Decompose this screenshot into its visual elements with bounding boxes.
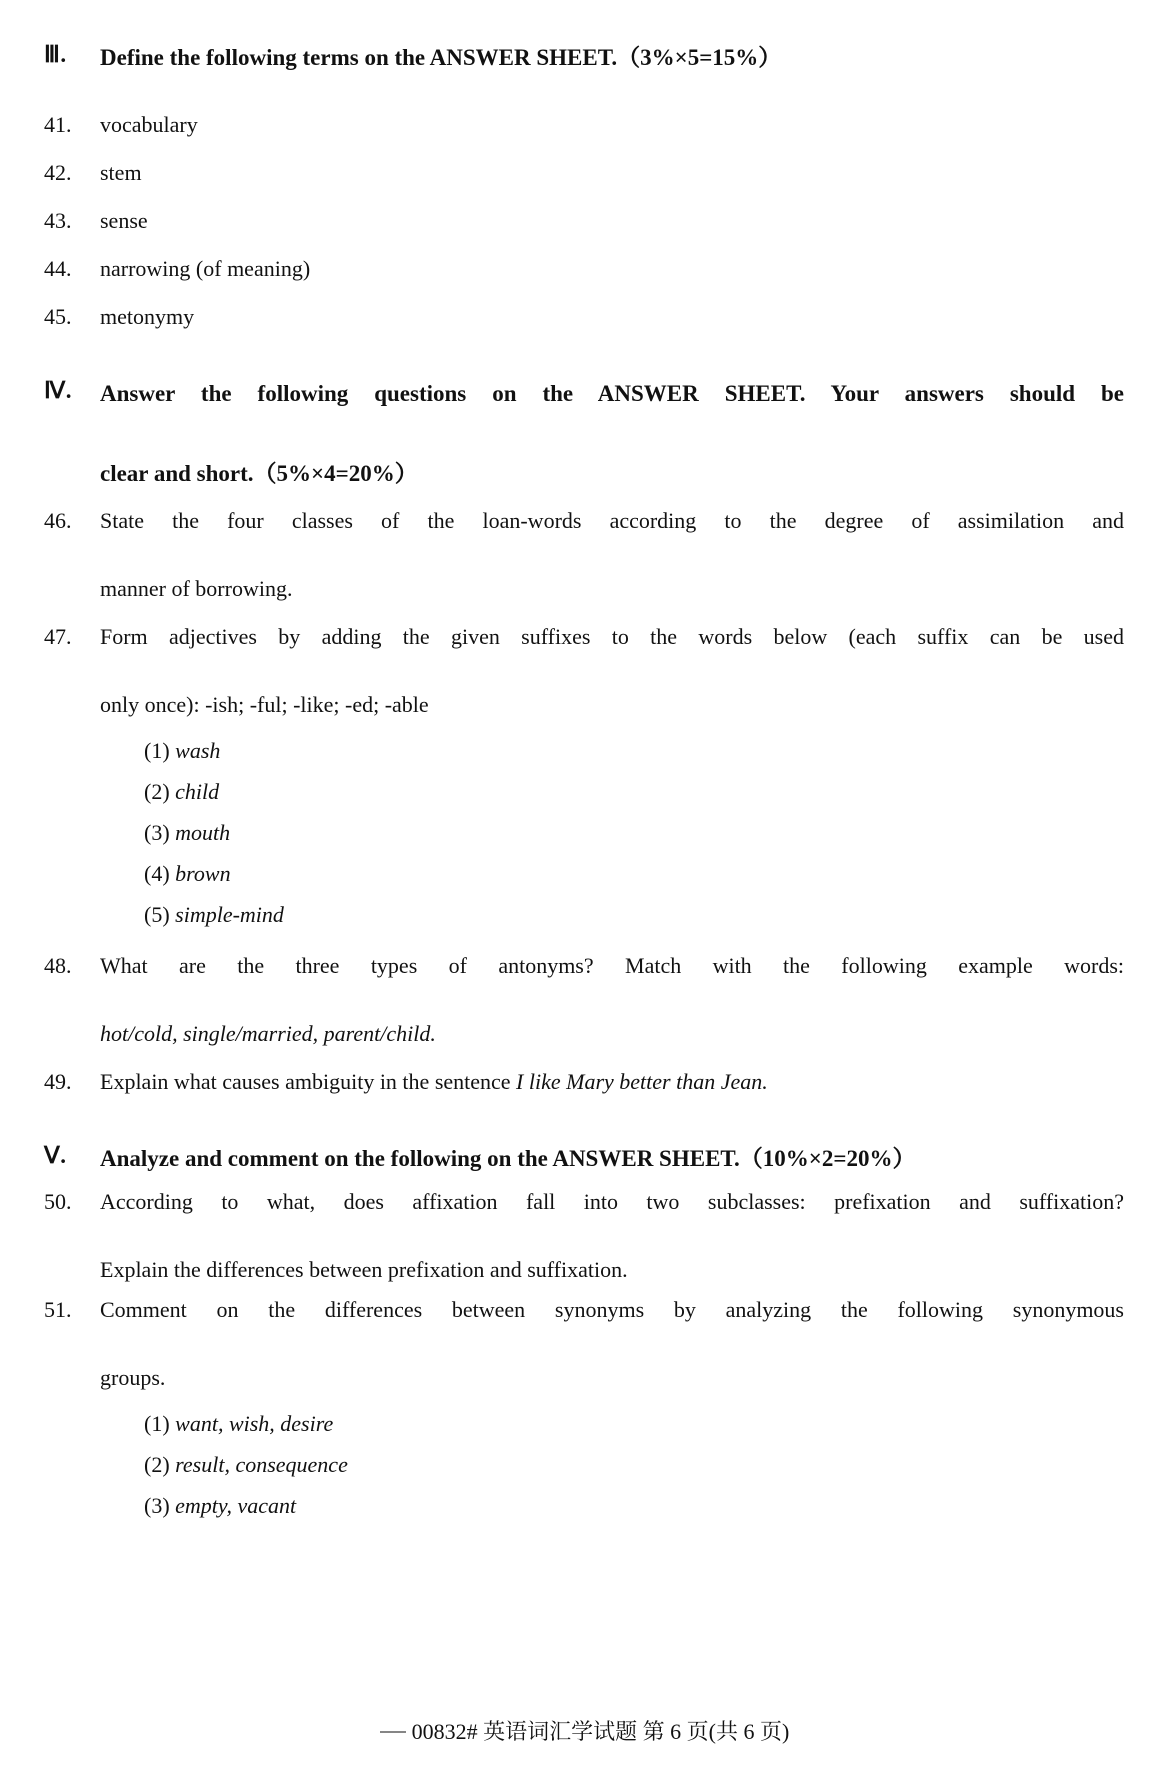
question-number: 45. (44, 304, 72, 329)
section-title-3: Define the following terms on the ANSWER SHEET.（3%×5=15%） (100, 45, 782, 70)
page-footer (0, 1715, 1169, 1746)
sub-list-label: (2) (144, 1452, 170, 1477)
question-number: 46. (44, 508, 72, 533)
question-line-1: Comment on the differences between synonyms by analyzing the following synonymous (100, 1297, 1124, 1322)
question-number: 50. (44, 1189, 72, 1214)
question-text (100, 949, 1124, 1051)
section-numeral-4: Ⅳ. (44, 378, 72, 403)
question-number: 48. (44, 953, 72, 978)
question-text-italic: I like Mary better than Jean. (516, 1069, 768, 1094)
question-number: 43. (44, 208, 72, 233)
question-text (100, 620, 1124, 935)
question-text: sense (100, 208, 148, 233)
question-item (44, 300, 1124, 334)
sub-list-item (144, 1403, 1124, 1444)
section-heading-4 (44, 374, 1124, 494)
question-line-2: only once): -ish; -ful; -like; -ed; -able (100, 692, 429, 717)
section-heading-3 (44, 38, 1124, 78)
question-item (44, 108, 1124, 142)
question-item (44, 620, 1124, 935)
question-item (44, 504, 1124, 606)
question-line-1: State the four classes of the loan-words according to the degree of assimilation and (100, 508, 1124, 533)
sub-list-word: brown (175, 861, 231, 886)
sub-list-item (144, 1444, 1124, 1485)
sub-list-label: (3) (144, 820, 170, 845)
sub-answer-list (144, 1403, 1124, 1526)
question-number: 51. (44, 1297, 72, 1322)
question-number: 49. (44, 1069, 72, 1094)
section-numeral-3: Ⅲ. (44, 42, 67, 67)
question-number: 47. (44, 624, 72, 649)
page-content (44, 38, 1124, 1526)
question-line-2: hot/cold, single/married, parent/child. (100, 1021, 436, 1046)
question-line-1: Form adjectives by adding the given suffixes to the words below (each suffix can be used (100, 624, 1124, 649)
sub-list-label: (2) (144, 779, 170, 804)
question-line-2: groups. (100, 1365, 166, 1390)
question-text: narrowing (of meaning) (100, 256, 311, 281)
section-heading-5 (44, 1139, 1124, 1179)
sub-list-label: (1) (144, 1411, 170, 1436)
sub-list-label: (4) (144, 861, 170, 886)
footer-text: 00832# 英语词汇学试题 第 6 页(共 6 页) (411, 1719, 790, 1744)
sub-list-word: simple-mind (175, 902, 284, 927)
sub-list-word: mouth (175, 820, 231, 845)
question-number: 41. (44, 112, 72, 137)
sub-list-item (144, 853, 1124, 894)
sub-list-item (144, 730, 1124, 771)
question-line-2: manner of borrowing. (100, 576, 293, 601)
sub-list-item (144, 771, 1124, 812)
question-item (44, 156, 1124, 190)
sub-list-item (144, 812, 1124, 853)
sub-list-word: want, wish, desire (175, 1411, 334, 1436)
question-text (100, 1293, 1124, 1526)
section-title-4-line1: Answer the following questions on the ANSWER SHEET. Your answers should be (100, 381, 1124, 406)
question-text: vocabulary (100, 112, 198, 137)
sub-list-word: child (175, 779, 220, 804)
section-title-5: Analyze and comment on the following on the ANSWER SHEET.（10%×2=20%） (100, 1146, 916, 1171)
question-number: 44. (44, 256, 72, 281)
question-line-1: According to what, does affixation fall into two subclasses: prefixation and suffixation? (100, 1189, 1124, 1214)
question-text: metonymy (100, 304, 195, 329)
section-title-4 (100, 374, 1124, 494)
sub-list-label: (1) (144, 738, 170, 763)
question-item (44, 252, 1124, 286)
question-line-1: What are the three types of antonyms? Match with the following example words: (100, 953, 1124, 978)
sub-list-word: empty, vacant (175, 1493, 297, 1518)
question-item (44, 204, 1124, 238)
question-text (100, 504, 1124, 606)
question-number: 42. (44, 160, 72, 185)
sub-answer-list (144, 730, 1124, 935)
sub-list-label: (5) (144, 902, 170, 927)
sub-list-word: wash (175, 738, 221, 763)
section-numeral-5: Ⅴ. (44, 1143, 67, 1168)
question-text (100, 1185, 1124, 1287)
question-item (44, 949, 1124, 1051)
sub-list-item (144, 1485, 1124, 1526)
sub-list-label: (3) (144, 1493, 170, 1518)
question-line-2: Explain the differences between prefixation and suffixation. (100, 1257, 628, 1282)
section-title-4-line2: clear and short.（5%×4=20%） (100, 461, 418, 486)
sub-list-item (144, 894, 1124, 935)
question-item (44, 1065, 1124, 1099)
question-item (44, 1185, 1124, 1287)
sub-list-word: result, consequence (175, 1452, 348, 1477)
question-text (100, 1065, 1124, 1099)
footer-rule (380, 1731, 406, 1733)
question-text: stem (100, 160, 142, 185)
question-item (44, 1293, 1124, 1526)
question-text-plain: Explain what causes ambiguity in the sentence (100, 1069, 517, 1094)
